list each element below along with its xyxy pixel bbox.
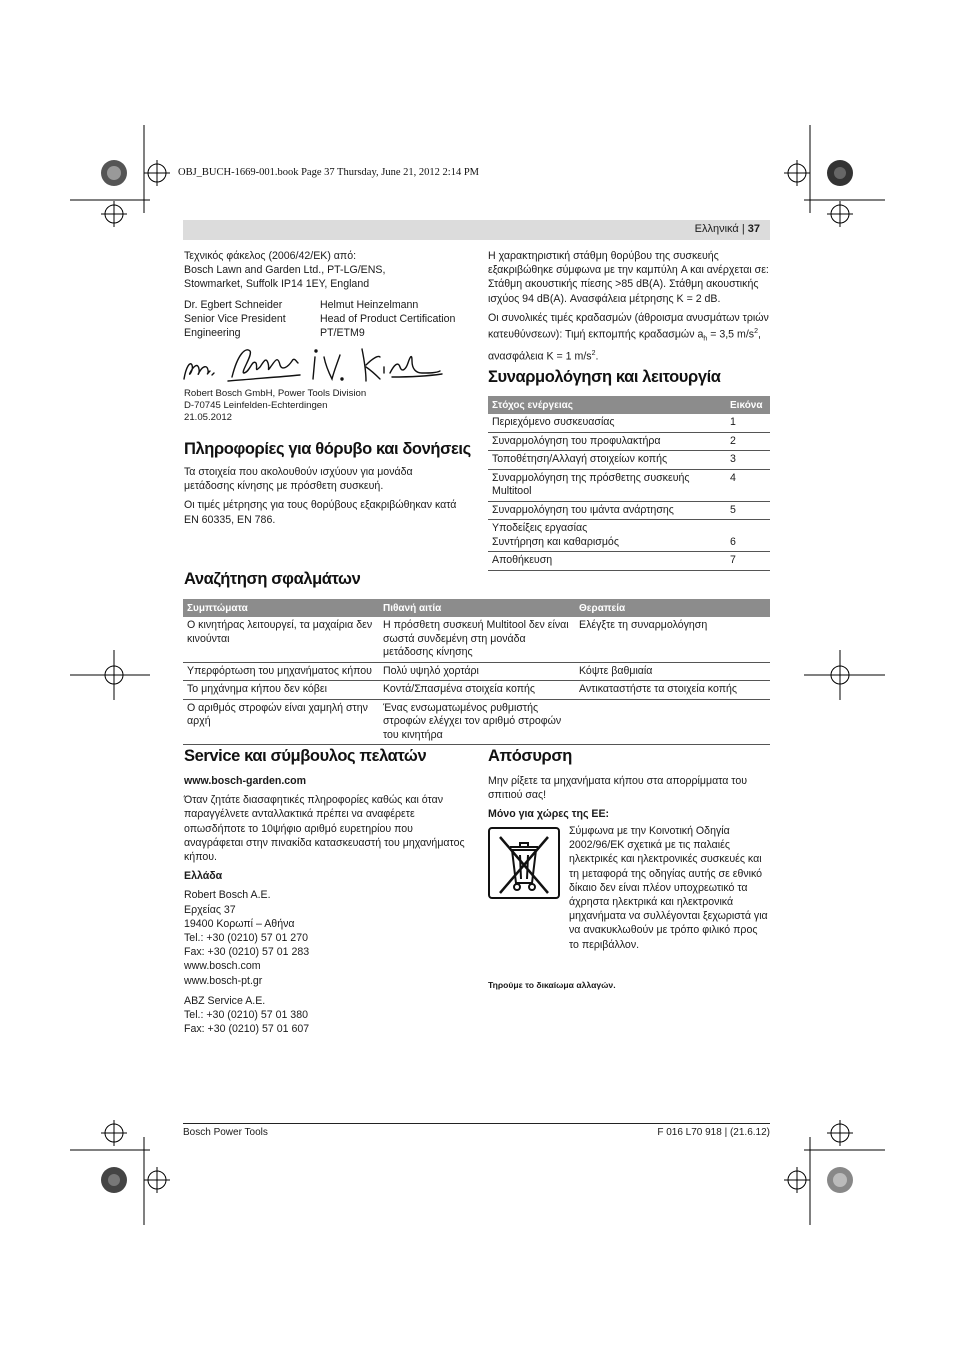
table-row: Υποδείξεις εργασίας Συντήρηση και καθαρισμός 6 — [488, 520, 770, 552]
company-address: Robert Bosch GmbH, Power Tools Division D-70745 Leinfelden-Echterdingen 21.05.2012 — [184, 388, 367, 423]
header-page-label: Ελληνικά | 37 — [694, 223, 760, 235]
troubleshooting-section-title: Αναζήτηση σφαλμάτων — [184, 570, 361, 588]
page-number: 37 — [747, 223, 760, 235]
signatories — [184, 298, 469, 341]
table-row: Υπερφόρτωση του μηχανήματος κήπου Πολύ υψηλό χορτάρι Κόψτε βαθμιαία — [183, 662, 770, 681]
table-row: Συναρμολόγηση του προφυλακτήρα 2 — [488, 432, 770, 451]
signatory-left: Dr. Egbert Schneider Senior Vice President Engineering — [184, 298, 286, 340]
running-header — [183, 220, 770, 240]
table-row: Συναρμολόγηση της πρόσθετης συσκευής Multitool 4 — [488, 469, 770, 501]
signatory-right: Helmut Heinzelmann Head of Product Certification PT/ETM9 — [320, 298, 456, 340]
footer-rule — [183, 1123, 770, 1124]
troubleshooting-table — [183, 599, 770, 745]
weee-directive-text: Σύμφωνα με την Κοινοτική Οδηγία 2002/96/ΕΚ σχετικά με τις παλαιές ηλεκτρικές και ηλεκτρονικές συσκευές και τη μεταφορά της οδηγίας αυτής σε εθνικό δίκαιο δεν είναι πλέον υποχρεωτικό τα άχρηστα ηλεκτρικά και ηλεκτρονικά μηχανήματα να συλλέγονται ξεχωριστά για να ανακυκλωθούν με τρόπο φιλικό προς το περιβάλλον. — [569, 825, 768, 951]
disposal-body: Μην ρίξετε τα μηχανήματα κήπου στα απορρίμματα του σπιτιού σας! Μόνο για χώρες της ΕΕ: — [488, 774, 770, 827]
disposal-section-title: Απόσυρση — [488, 747, 572, 765]
vibration-text: Οι συνολικές τιμές κραδασμών (άθροισμα ανυσμάτων τριών κατευθύνσεων): Τιμή εκπομπής κραδασμών $a_h = 3,5$ $m/s^2$, ανασφάλεια K = 1 $m/s^2$. — [488, 311, 769, 363]
left-column-top — [184, 249, 469, 340]
service-country: Ελλάδα — [184, 870, 223, 883]
service-body: www.bosch-garden.com Όταν ζητάτε διασαφητικές πληροφορίες καθώς και όταν παραγγέλνετε ανταλλακτικά πρέπει να αναφέρετε οπωσδήποτε το 10ψήφιο αριθμό ευρετηρίου που αναγράφεται στην πινακίδα κατασκευαστή του μηχανήματος κήπου. Ελλάδα Robert Bosch A.E. Ερχείας 37 19400 Κορωπί – Αθήνα Tel.: +30 (0210) 57 01 270 Fax: +30 (0210) 57 01 283 www.bosch.com www.bosch-pt.gr ABZ Service A.E. Tel.: +30 (0210) 57 01 380 Fax: +30 (0210) 57 01 607 — [184, 775, 465, 1036]
eu-label: Μόνο για χώρες της ΕΕ: — [488, 808, 610, 821]
table-row: Ο κινητήρας λειτουργεί, τα μαχαίρια δεν κινούνται Η πρόσθετη συσκευή Multitool δεν είναι σωστά συνδεμένη στη μονάδα μετάδοσης κίνησης Ελέγξτε τη συναρμολόγηση — [183, 617, 770, 662]
right-column-top — [488, 249, 771, 369]
service-section-title: Service και σύμβουλος πελατών — [184, 747, 427, 765]
service-url: www.bosch-garden.com — [184, 775, 307, 787]
service-address-2: ABZ Service A.E. Tel.: +30 (0210) 57 01 380 Fax: +30 (0210) 57 01 607 — [184, 994, 310, 1036]
table-row: Ο αριθμός στροφών είναι χαμηλή στην αρχή Ένας ενσωματωμένος ρυθμιστής στροφών ελέγχει τον αριθμό στροφών του κινητήρα — [183, 699, 770, 745]
weee-crossed-bin-icon — [488, 827, 560, 899]
noise-level-text: Η χαρακτηριστική στάθμη θορύβου της συσκευής εξακριβώθηκε σύμφωνα με την καμπύλη A και ανέρχεται σε: Στάθμη ακουστικής πίεσης >85 dB(A). Στάθμη ακουστικής ισχύος 94 dB(A). Ανασφάλεια μέτρησης K = 2 dB. — [488, 250, 769, 305]
assembly-table — [488, 396, 770, 571]
noise-section-title: Πληροφορίες για θόρυβο και δονήσεις — [184, 440, 471, 458]
assembly-section-title: Συναρμολόγηση και λειτουργία — [488, 368, 721, 386]
reserve-changes-note: Τηρούμε το δικαίωμα αλλαγών. — [488, 980, 616, 990]
print-slug: OBJ_BUCH-1669-001.book Page 37 Thursday, June 21, 2012 2:14 PM — [178, 167, 479, 178]
footer-brand: Bosch Power Tools — [183, 1127, 268, 1138]
table-row: Περιεχόμενο συσκευασίας 1 — [488, 414, 770, 432]
footer-doc-number: F 016 L70 918 | (21.6.12) — [657, 1127, 770, 1138]
assembly-table-header: Στόχος ενέργειας Εικόνα — [488, 396, 770, 414]
troubleshooting-table-header: Συμπτώματα Πιθανή αιτία Θεραπεία — [183, 599, 770, 617]
noise-section-body: Τα στοιχεία που ακολουθούν ισχύουν για μονάδα μετάδοσης κίνησης με πρόσθετη συσκευή. Οι τιμές μέτρησης για τους θορύβους εξακριβώθηκαν κατά EN 60335, EN 786. — [184, 466, 457, 526]
table-row: Το μηχάνημα κήπου δεν κόβει Κοντά/Σπασμένα στοιχεία κοπής Αντικαταστήστε τα στοιχεία κοπής — [183, 681, 770, 700]
handwritten-signatures — [180, 343, 445, 388]
table-row: Αποθήκευση 7 — [488, 552, 770, 571]
table-row: Τοποθέτηση/Αλλαγή στοιχείων κοπής 3 — [488, 451, 770, 470]
table-row: Συναρμολόγηση του ιμάντα ανάρτησης 5 — [488, 501, 770, 520]
service-address-1: Robert Bosch A.E. Ερχείας 37 19400 Κορωπί – Αθήνα Tel.: +30 (0210) 57 01 270 Fax: +30 (0210) 57 01 283 www.bosch.com www.bosch-pt.gr — [184, 889, 310, 987]
techfile-block: Τεχνικός φάκελος (2006/42/ΕΚ) από: Bosch Lawn and Garden Ltd., PT-LG/ENS, Stowmarket, Suffolk IP14 1EY, England — [184, 250, 386, 291]
